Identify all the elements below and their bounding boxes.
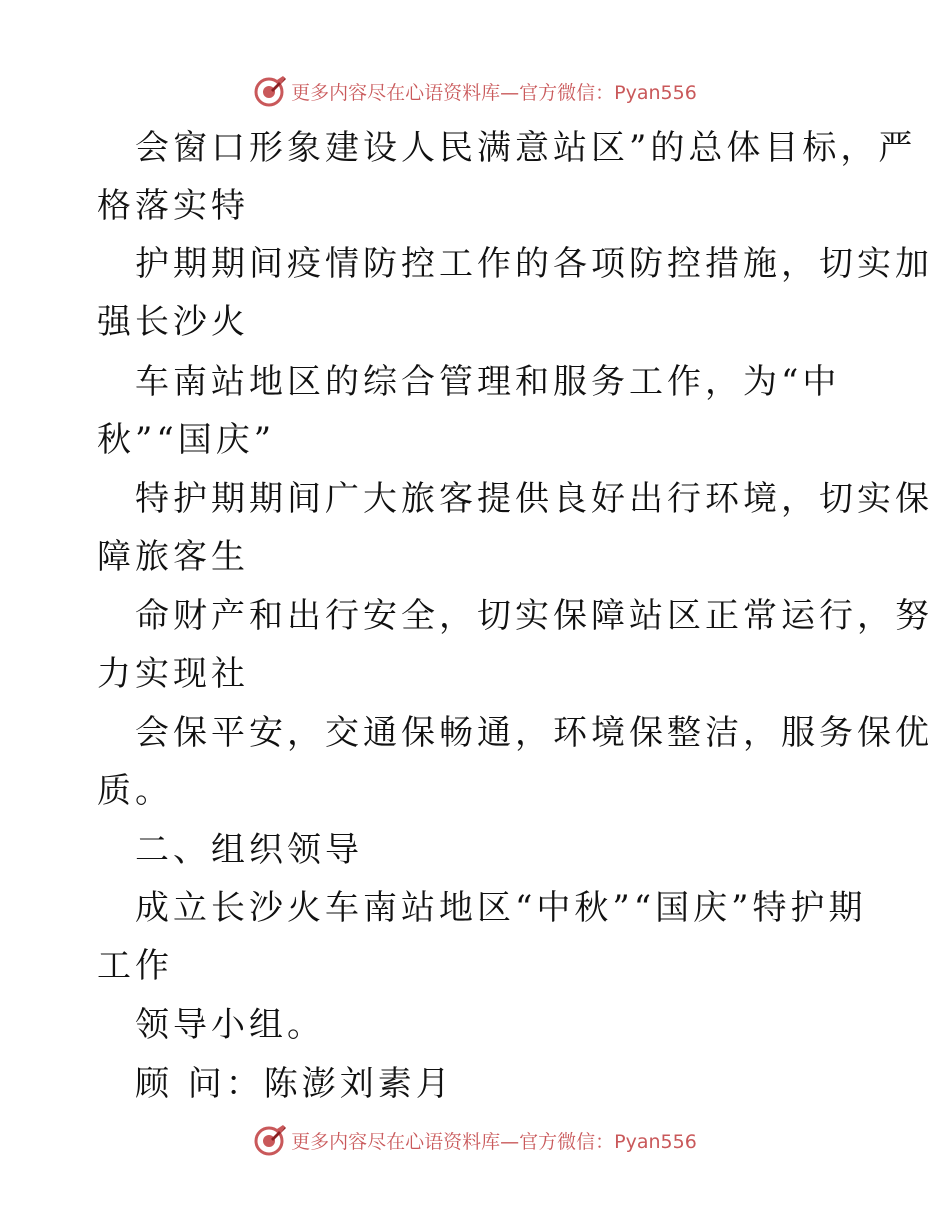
paragraph-line: 力实现社 [97, 654, 249, 694]
advisor-line: 顾 问：陈澎刘素月 [135, 1064, 454, 1104]
paragraph-line: 强长沙火 [97, 302, 249, 342]
footer-banner-text: 更多内容尽在心语资料库—官方微信：Pyan556 [291, 1130, 697, 1153]
section-heading: 二、组织领导 [135, 830, 363, 870]
paragraph-line: 障旅客生 [97, 537, 249, 577]
header-banner [0, 71, 950, 111]
paragraph-line: 会保平安，交通保畅通，环境保整洁，服务保优 [135, 713, 933, 753]
paragraph-line: 领导小组。 [135, 1005, 325, 1045]
paragraph-line: 特护期期间广大旅客提供良好出行环境，切实保 [135, 479, 933, 519]
header-banner-text: 更多内容尽在心语资料库—官方微信：Pyan556 [291, 81, 697, 104]
paragraph-line: 车南站地区的综合管理和服务工作，为“中 [135, 362, 841, 402]
paragraph-line: 工作 [97, 946, 173, 986]
paragraph-line: 秋”“国庆” [97, 420, 276, 460]
paragraph-line: 命财产和出行安全，切实保障站区正常运行，努 [135, 596, 933, 636]
paragraph-line: 护期期间疫情防控工作的各项防控措施，切实加 [135, 244, 933, 284]
quill-logo-icon [253, 74, 287, 108]
quill-logo-icon [253, 1123, 287, 1157]
paragraph-line: 成立长沙火车南站地区“中秋”“国庆”特护期 [135, 888, 867, 928]
paragraph-line: 格落实特 [97, 186, 249, 226]
paragraph-line: 会窗口形象建设人民满意站区”的总体目标，严 [135, 128, 917, 168]
footer-banner [0, 1120, 950, 1160]
paragraph-line: 质。 [97, 771, 173, 811]
